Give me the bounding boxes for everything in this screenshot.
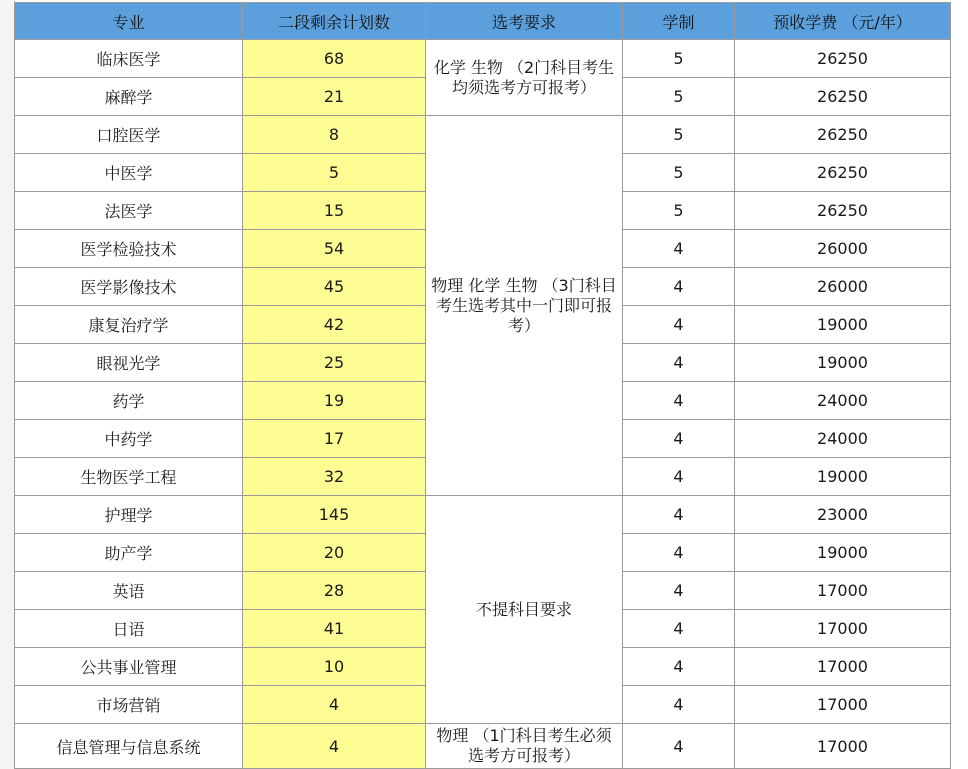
- cell-remaining-plan: 41: [243, 610, 426, 648]
- cell-tuition: 19000: [735, 458, 951, 496]
- cell-tuition: 17000: [735, 610, 951, 648]
- cell-major: 医学检验技术: [15, 230, 243, 268]
- header-subject-requirement: 选考要求: [426, 3, 623, 40]
- cell-duration: 4: [623, 648, 735, 686]
- cell-major: 护理学: [15, 496, 243, 534]
- cell-tuition: 26000: [735, 230, 951, 268]
- cell-tuition: 26250: [735, 40, 951, 78]
- cell-remaining-plan: 19: [243, 382, 426, 420]
- cell-major: 药学: [15, 382, 243, 420]
- cell-major: 信息管理与信息系统: [15, 724, 243, 769]
- cell-major: 中医学: [15, 154, 243, 192]
- cell-major: 临床医学: [15, 40, 243, 78]
- cell-subject-requirement: 不提科目要求: [426, 496, 623, 724]
- table-row: [15, 724, 951, 769]
- cell-remaining-plan: 32: [243, 458, 426, 496]
- cell-duration: 4: [623, 458, 735, 496]
- cell-subject-requirement: 物理 （1门科目考生必须选考方可报考）: [426, 724, 623, 769]
- cell-subject-requirement: 化学 生物 （2门科目考生均须选考方可报考）: [426, 40, 623, 116]
- cell-major: 法医学: [15, 192, 243, 230]
- header-major: 专业: [15, 3, 243, 40]
- cell-duration: 4: [623, 268, 735, 306]
- sheet-left-edge: [0, 0, 15, 769]
- header-row: [15, 3, 951, 40]
- header-duration: 学制: [623, 3, 735, 40]
- cell-remaining-plan: 20: [243, 534, 426, 572]
- cell-duration: 5: [623, 40, 735, 78]
- cell-remaining-plan: 10: [243, 648, 426, 686]
- cell-duration: 5: [623, 116, 735, 154]
- cell-remaining-plan: 25: [243, 344, 426, 382]
- cell-remaining-plan: 21: [243, 78, 426, 116]
- cell-remaining-plan: 8: [243, 116, 426, 154]
- cell-tuition: 24000: [735, 382, 951, 420]
- cell-remaining-plan: 54: [243, 230, 426, 268]
- cell-duration: 4: [623, 534, 735, 572]
- cell-duration: 4: [623, 686, 735, 724]
- cell-tuition: 19000: [735, 534, 951, 572]
- cell-tuition: 24000: [735, 420, 951, 458]
- table-row: [15, 40, 951, 78]
- cell-major: 中药学: [15, 420, 243, 458]
- cell-remaining-plan: 17: [243, 420, 426, 458]
- cell-duration: 4: [623, 344, 735, 382]
- cell-duration: 4: [623, 230, 735, 268]
- cell-tuition: 17000: [735, 572, 951, 610]
- cell-tuition: 26000: [735, 268, 951, 306]
- cell-remaining-plan: 5: [243, 154, 426, 192]
- cell-duration: 5: [623, 192, 735, 230]
- cell-duration: 4: [623, 420, 735, 458]
- cell-subject-requirement: 物理 化学 生物 （3门科目考生选考其中一门即可报考）: [426, 116, 623, 496]
- cell-remaining-plan: 68: [243, 40, 426, 78]
- cell-major: 公共事业管理: [15, 648, 243, 686]
- cell-major: 麻醉学: [15, 78, 243, 116]
- cell-tuition: 26250: [735, 78, 951, 116]
- cell-major: 眼视光学: [15, 344, 243, 382]
- cell-major: 口腔医学: [15, 116, 243, 154]
- cell-tuition: 23000: [735, 496, 951, 534]
- table-row: [15, 116, 951, 154]
- cell-remaining-plan: 42: [243, 306, 426, 344]
- cell-tuition: 19000: [735, 344, 951, 382]
- cell-tuition: 17000: [735, 686, 951, 724]
- cell-tuition: 26250: [735, 192, 951, 230]
- cell-tuition: 17000: [735, 648, 951, 686]
- cell-tuition: 26250: [735, 154, 951, 192]
- cell-remaining-plan: 28: [243, 572, 426, 610]
- cell-major: 康复治疗学: [15, 306, 243, 344]
- cell-tuition: 26250: [735, 116, 951, 154]
- cell-major: 生物医学工程: [15, 458, 243, 496]
- cell-duration: 4: [623, 306, 735, 344]
- cell-duration: 4: [623, 572, 735, 610]
- header-tuition: 预收学费 （元/年）: [735, 3, 951, 40]
- cell-duration: 5: [623, 78, 735, 116]
- cell-duration: 4: [623, 724, 735, 769]
- cell-major: 医学影像技术: [15, 268, 243, 306]
- cell-remaining-plan: 4: [243, 686, 426, 724]
- cell-remaining-plan: 145: [243, 496, 426, 534]
- admission-table: [14, 2, 951, 769]
- cell-major: 英语: [15, 572, 243, 610]
- cell-remaining-plan: 45: [243, 268, 426, 306]
- header-remaining-plan: 二段剩余计划数: [243, 3, 426, 40]
- cell-duration: 4: [623, 610, 735, 648]
- cell-major: 助产学: [15, 534, 243, 572]
- cell-tuition: 19000: [735, 306, 951, 344]
- cell-duration: 4: [623, 496, 735, 534]
- cell-duration: 5: [623, 154, 735, 192]
- table-row: [15, 496, 951, 534]
- cell-major: 市场营销: [15, 686, 243, 724]
- cell-tuition: 17000: [735, 724, 951, 769]
- cell-duration: 4: [623, 382, 735, 420]
- cell-remaining-plan: 4: [243, 724, 426, 769]
- cell-remaining-plan: 15: [243, 192, 426, 230]
- cell-major: 日语: [15, 610, 243, 648]
